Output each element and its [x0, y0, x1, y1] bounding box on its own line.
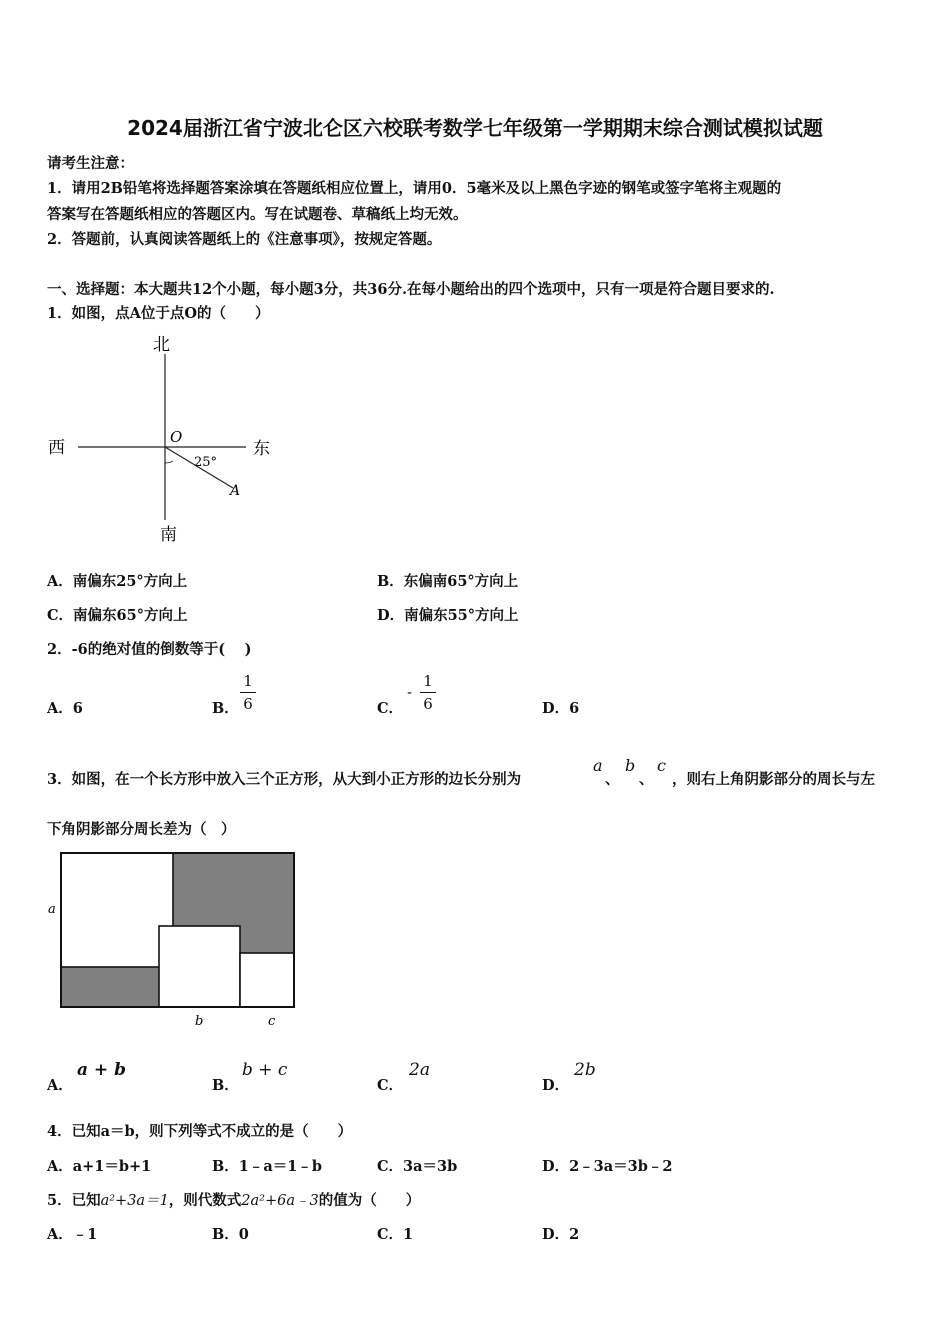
- notice-line-1b: 答案写在答题纸相应的答题区内。写在试题卷、草稿纸上均无效。: [47, 206, 468, 223]
- q4-stem: 4．已知a＝b，则下列等式不成立的是（ ）: [47, 1123, 353, 1140]
- q2-option-b-fraction: [240, 672, 256, 713]
- q3-option-b-expr: b + c: [242, 1060, 288, 1080]
- q2-option-c-label[interactable]: C．: [377, 700, 404, 717]
- q3-var-c: c: [657, 756, 666, 775]
- q2-option-c-fraction: [420, 672, 436, 713]
- q2-c-numerator: 1: [423, 672, 433, 690]
- q3-option-a-expr: a + b: [77, 1060, 126, 1080]
- west-label: 西: [48, 438, 65, 458]
- north-label: 北: [153, 335, 170, 355]
- q5-option-b[interactable]: B．0: [212, 1226, 249, 1243]
- q3-option-c-expr: 2a: [409, 1060, 430, 1080]
- q1-option-d[interactable]: D．南偏东55°方向上: [377, 607, 519, 624]
- q1-option-b[interactable]: B．东偏南65°方向上: [377, 573, 519, 590]
- south-label: 南: [160, 525, 177, 545]
- q5-option-d[interactable]: D．2: [542, 1226, 580, 1243]
- q2-b-numerator: 1: [243, 672, 253, 690]
- page-title: 2024届浙江省宁波北仑区六校联考数学七年级第一学期期末综合测试模拟试题: [127, 116, 823, 140]
- q1-option-a[interactable]: A．南偏东25°方向上: [47, 573, 188, 590]
- q2-b-denominator: 6: [243, 695, 253, 713]
- q2-option-d[interactable]: D．6: [542, 700, 580, 717]
- q4-option-b[interactable]: B．1﹣a＝1﹣b: [212, 1158, 322, 1175]
- q2-b-fraction-bar: [240, 692, 256, 693]
- q4-option-a[interactable]: A．a+1＝b+1: [47, 1158, 152, 1175]
- q3-sep-2: 、: [639, 771, 654, 788]
- q3-var-b: b: [625, 756, 636, 775]
- q1-option-c[interactable]: C．南偏东65°方向上: [47, 607, 188, 624]
- label-a: a: [48, 902, 56, 917]
- square-b: [159, 926, 240, 1007]
- q2-stem: 2．-6的绝对值的倒数等于( ): [47, 641, 252, 658]
- q3-sep-1: 、: [605, 771, 620, 788]
- q5-stem-part1: 5．已知: [47, 1192, 101, 1209]
- q3-stem-line2: 下角阴影部分周长差为（ ）: [47, 821, 236, 838]
- section-heading: 一、选择题：本大题共12个小题，每小题3分，共36分.在每小题给出的四个选项中，只有一项是符合题目要求的.: [47, 281, 775, 298]
- q3-option-d-label[interactable]: D．: [542, 1077, 570, 1094]
- angle-arc: [165, 461, 173, 463]
- rectangle-squares-figure: [40, 845, 305, 1035]
- point-a-label: A: [230, 483, 241, 499]
- origin-label: O: [170, 428, 183, 446]
- q2-c-denominator: 6: [423, 695, 433, 713]
- q5-stem-part3: 的值为（ ）: [318, 1192, 421, 1209]
- angle-label: 25°: [194, 455, 218, 470]
- notice-heading: 请考生注意：: [47, 155, 134, 172]
- square-c: [240, 953, 294, 1007]
- notice-line-1a: 1．请用2B铅笔将选择题答案涂填在答题纸相应位置上，请用0．5毫米及以上黑色字迹的钢笔或签字笔将主观题的: [47, 180, 782, 197]
- lower-left-shaded-region: [61, 967, 159, 1007]
- q1-stem: 1．如图，点A位于点O的（ ）: [47, 305, 270, 322]
- q5-stem-part2: ，则代数式: [168, 1192, 242, 1209]
- q2-option-b-label[interactable]: B．: [212, 700, 239, 717]
- q3-stem-part2: ，则右上角阴影部分的周长与左: [672, 771, 875, 788]
- q3-option-c-label[interactable]: C．: [377, 1077, 404, 1094]
- q2-c-fraction-bar: [420, 692, 436, 693]
- east-label: 东: [253, 439, 270, 459]
- label-b: b: [195, 1014, 204, 1029]
- q5-option-c[interactable]: C．1: [377, 1226, 414, 1243]
- label-c: c: [268, 1014, 276, 1029]
- q3-option-a-label[interactable]: A．: [47, 1077, 73, 1094]
- compass-figure: [40, 330, 280, 550]
- q5-condition-expr: a²+3a＝1: [100, 1193, 169, 1209]
- q3-stem-part1: 3．如图，在一个长方形中放入三个正方形，从大到小正方形的边长分别为: [47, 771, 522, 788]
- q4-option-d[interactable]: D．2﹣3a＝3b﹣2: [542, 1158, 673, 1175]
- q3-option-d-expr: 2b: [574, 1060, 596, 1080]
- q3-option-b-label[interactable]: B．: [212, 1077, 239, 1094]
- notice-line-2: 2．答题前，认真阅读答题纸上的《注意事项》，按规定答题。: [47, 231, 442, 248]
- q5-option-a[interactable]: A．﹣1: [47, 1226, 98, 1243]
- q2-c-minus-sign: -: [407, 683, 413, 701]
- q4-option-c[interactable]: C．3a＝3b: [377, 1158, 458, 1175]
- q2-option-a[interactable]: A．6: [47, 700, 83, 717]
- q5-stem: [47, 1189, 420, 1210]
- q5-target-expr: 2a²+6a﹣3: [241, 1193, 319, 1209]
- q3-var-a: a: [593, 756, 603, 775]
